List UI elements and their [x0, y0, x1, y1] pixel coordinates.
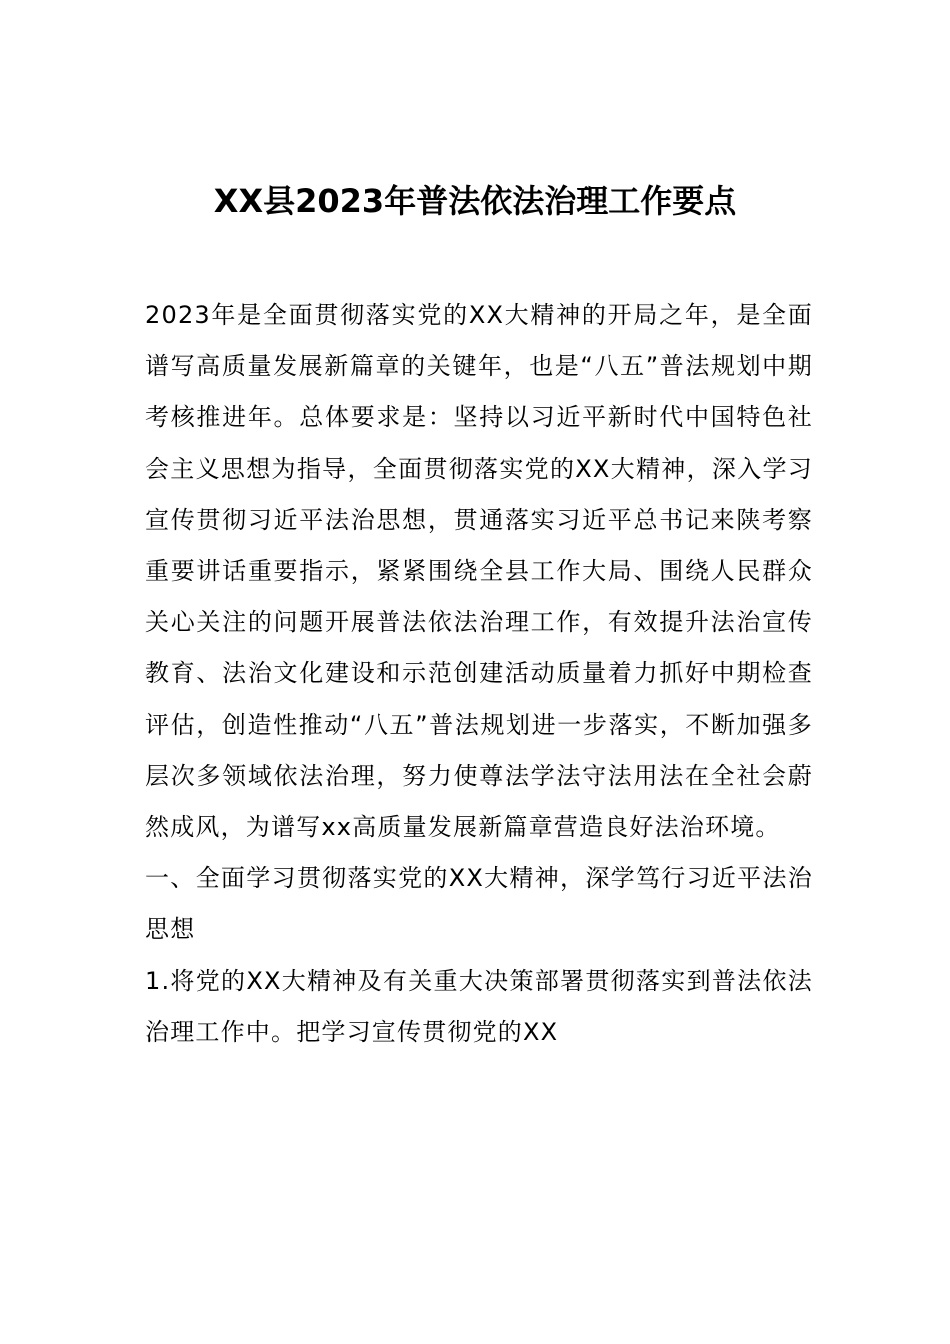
document-title: XX县2023年普法依法治理工作要点 [213, 182, 737, 221]
document-body [145, 290, 813, 1058]
item-paragraph-1: 1.将党的XX大精神及有关重大决策部署贯彻落实到普法依法治理工作中。把学习宣传贯彻党的XX [145, 966, 813, 1046]
intro-paragraph: 2023年是全面贯彻落实党的XX大精神的开局之年，是全面谱写高质量发展新篇章的关键年，也是“八五”普法规划中期考核推进年。总体要求是：坚持以习近平新时代中国特色社会主义思想为指导，全面贯彻落实党的XX大精神，深入学习宣传贯彻习近平法治思想，贯通落实习近平总书记来陕考察重要讲话重要指示，紧紧围绕全县工作大局、围绕人民群众关心关注的问题开展普法依法治理工作，有效提升法治宣传教育、法治文化建设和示范创建活动质量着力抓好中期检查评估，创造性推动“八五”普法规划进一步落实，不断加强多层次多领域依法治理，努力使尊法学法守法用法在全社会蔚然成风，为谱写xx高质量发展新篇章营造良好法治环境。 [145, 301, 813, 842]
section-heading-1: 一、全面学习贯彻落实党的XX大精神，深学笃行习近平法治思想 [145, 864, 813, 944]
